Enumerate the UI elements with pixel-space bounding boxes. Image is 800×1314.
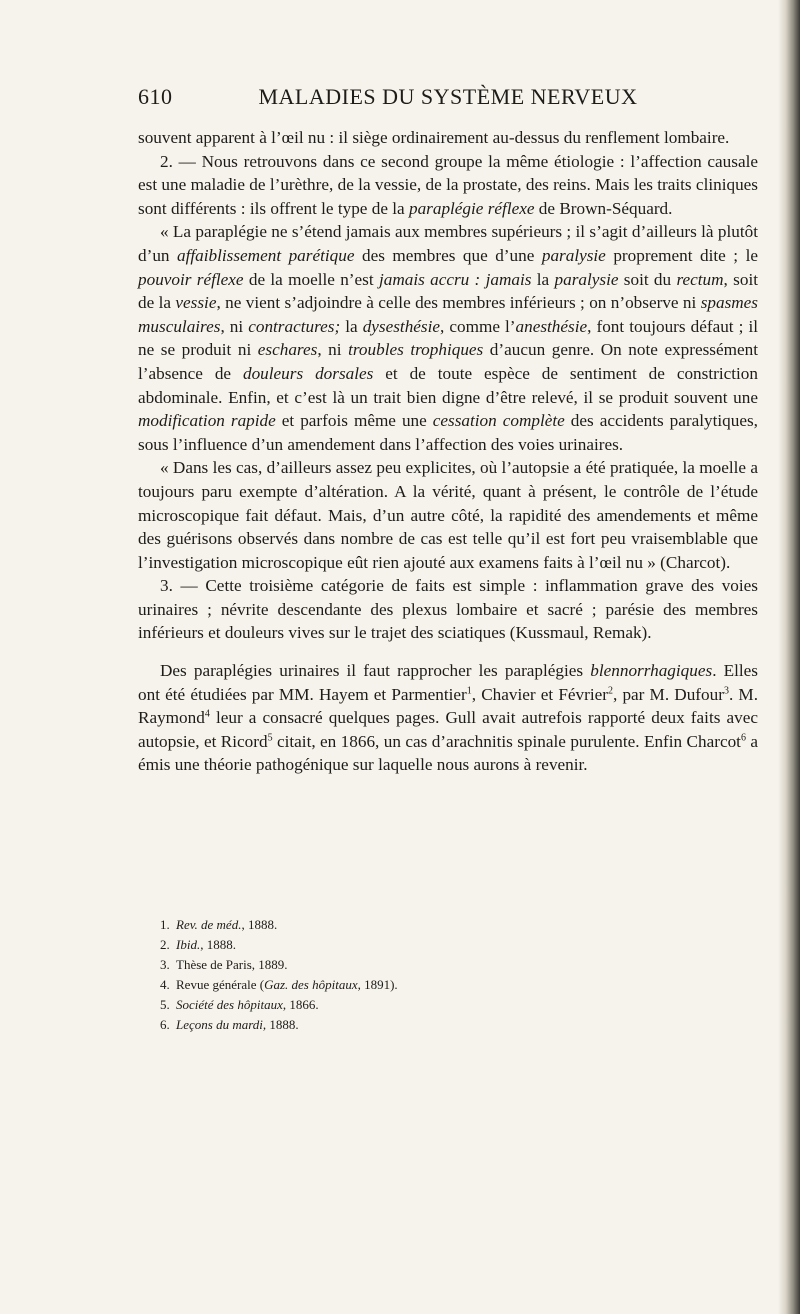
- footnote: [160, 1015, 720, 1035]
- italic-text: contractures;: [248, 316, 341, 336]
- text-run: Revue générale (: [176, 977, 265, 992]
- text-run: la: [340, 316, 363, 336]
- footnote-ref: 2: [607, 684, 613, 696]
- italic-text: anesthésie: [515, 316, 588, 336]
- text-run: d’aucun genre. On note expressément l’absence de: [138, 340, 758, 383]
- italic-text: paralysie: [554, 269, 619, 289]
- italic-text: dysesthésie: [362, 316, 441, 336]
- text-run: Thèse de Paris, 1889.: [176, 957, 288, 972]
- italic-text: Leçons du mardi,: [176, 1017, 267, 1032]
- paragraph: [138, 574, 758, 645]
- text-run: de la moelle n’est: [243, 269, 379, 289]
- text-run: « Dans les cas, d’ailleurs assez peu explicites, où l’autopsie a été pratiquée, la moelle a toujours paru exempte d’altération. A la vérité, quant à présent, le contrôle de l’étude microscopique fait défaut. Mais, d’un autre côté, la rapidité des amendements et même des guérisons observés dans nombre de cas est telle qu’il est fort peu vraisemblable que l’investigation microscopique eût rien ajouté aux examens faits à l’œil nu » (Charcot).: [138, 458, 758, 572]
- text-run: leur a consacré quelques pages. Gull avait autrefois rapporté deux faits avec autopsie, et Ricord: [138, 708, 758, 751]
- paragraph: [138, 456, 758, 574]
- text-run: 1888.: [266, 1017, 299, 1032]
- italic-text: troubles trophiques: [348, 340, 484, 360]
- footnote-number: 1.: [160, 917, 170, 932]
- book-spine-shadow: [778, 0, 800, 1314]
- text-run: , ni: [317, 340, 349, 360]
- footnote-number: 4.: [160, 977, 170, 992]
- text-run: . M. Raymond: [138, 684, 758, 728]
- text-run: et de toute espèce de sentiment de constriction abdominale. Enfin, et c’est là un trait bien digne d’être relevé, il se produit souvent une: [138, 363, 758, 407]
- text-run: souvent apparent à l’œil nu : il siège ordinairement au-dessus du renflement lombaire.: [138, 128, 730, 147]
- italic-text: rectum: [676, 269, 724, 289]
- footnote: [160, 975, 720, 995]
- italic-text: vessie: [175, 293, 217, 313]
- text-run: de Brown-Séquard.: [534, 198, 673, 218]
- italic-text: douleurs dorsales: [242, 363, 374, 383]
- italic-text: affaiblissement parétique: [177, 245, 355, 265]
- text-run: la: [531, 269, 555, 289]
- paragraph: [138, 126, 758, 150]
- text-run: citait, en 1866, un cas d’arachnitis spinale purulente. Enfin Charcot: [272, 731, 741, 751]
- text-run: « La paraplégie ne s’étend jamais aux membres supérieurs ; il s’agit d’ailleurs là plutôt d’un: [138, 222, 758, 265]
- italic-text: jamais accru : jamais: [378, 269, 532, 289]
- text-run: , font toujours défaut ; il ne se produit ni: [138, 316, 759, 360]
- footnote: [160, 955, 720, 975]
- italic-text: Gaz. des hôpitaux,: [264, 977, 361, 992]
- body-text: [138, 126, 758, 777]
- footnote: [160, 915, 720, 935]
- text-run: , ne vient s’adjoindre à celle des membres inférieurs ; on n’observe ni: [216, 293, 701, 313]
- footnote-ref: 5: [267, 732, 273, 744]
- paragraph: [138, 150, 758, 221]
- italic-text: Rev. de méd.: [176, 917, 242, 932]
- text-run: , 1888.: [200, 937, 236, 952]
- text-run: , 1866.: [282, 997, 319, 1012]
- italic-text: paraplégie réflexe: [408, 198, 535, 218]
- footnote-number: 3.: [160, 957, 170, 972]
- text-run: 1891).: [360, 977, 398, 992]
- text-run: , ni: [220, 316, 249, 336]
- text-run: proprement dite ; le: [605, 245, 758, 265]
- text-run: soit du: [618, 269, 677, 289]
- page-number: 610: [138, 84, 173, 109]
- footnote-number: 5.: [160, 997, 170, 1012]
- page-header: [138, 84, 758, 114]
- running-title: MALADIES DU SYSTÈME NERVEUX: [258, 84, 638, 109]
- text-run: , Chavier et Février: [471, 684, 608, 704]
- footnote-ref: 4: [204, 708, 210, 720]
- paragraph: [138, 220, 758, 456]
- footnote-ref: 1: [466, 684, 472, 696]
- text-run: et parfois même une: [275, 411, 433, 431]
- footnote-number: 6.: [160, 1017, 170, 1032]
- text-run: 3. — Cette troisième catégorie de faits est simple : inflammation grave des voies urinaires ; névrite descendante des plexus lombaire et sacré ; parésie des membres inférieurs et douleurs vives sur le trajet des sciatiques (Kussmaul, Remak).: [138, 576, 758, 643]
- text-run: Des paraplégies urinaires il faut rapprocher les paraplégies: [160, 661, 591, 681]
- text-run: des accidents paralytiques, sous l’influence d’un amendement dans l’affection des voies urinaires.: [138, 411, 758, 454]
- text-run: , soit de la: [138, 269, 758, 313]
- text-run: , par M. Dufour: [612, 684, 724, 704]
- footnote: [160, 995, 720, 1015]
- italic-text: Société des hôpitaux: [176, 997, 283, 1012]
- italic-text: pouvoir réflexe: [138, 269, 244, 289]
- italic-text: modification rapide: [138, 411, 276, 431]
- footnote: [160, 935, 720, 955]
- italic-text: cessation complète: [432, 411, 565, 431]
- italic-text: spasmes musculaires: [138, 293, 758, 336]
- footnotes: [160, 915, 720, 1035]
- text-run: , 1888.: [241, 917, 278, 932]
- italic-text: paralysie: [541, 245, 606, 265]
- text-run: a émis une théorie pathogénique sur laquelle nous aurons à revenir.: [138, 731, 758, 775]
- footnote-number: 2.: [160, 937, 170, 952]
- paragraph: [138, 659, 758, 777]
- text-run: des membres que d’une: [354, 245, 542, 265]
- text-run: 2. — Nous retrouvons dans ce second groupe la même étiologie : l’affection causale est une maladie de l’urèthre, de la vessie, de la prostate, des reins. Mais les traits cliniques sont différents : ils offrent le type de la: [138, 151, 758, 218]
- italic-text: blennorrhagiques: [590, 661, 713, 681]
- footnote-ref: 3: [723, 684, 729, 696]
- italic-text: eschares: [257, 340, 318, 360]
- footnote-ref: 6: [740, 732, 746, 744]
- text-run: , comme l’: [440, 316, 516, 336]
- italic-text: Ibid.: [176, 937, 201, 952]
- text-run: . Elles ont été étudiées par MM. Hayem et Parmentier: [138, 661, 758, 704]
